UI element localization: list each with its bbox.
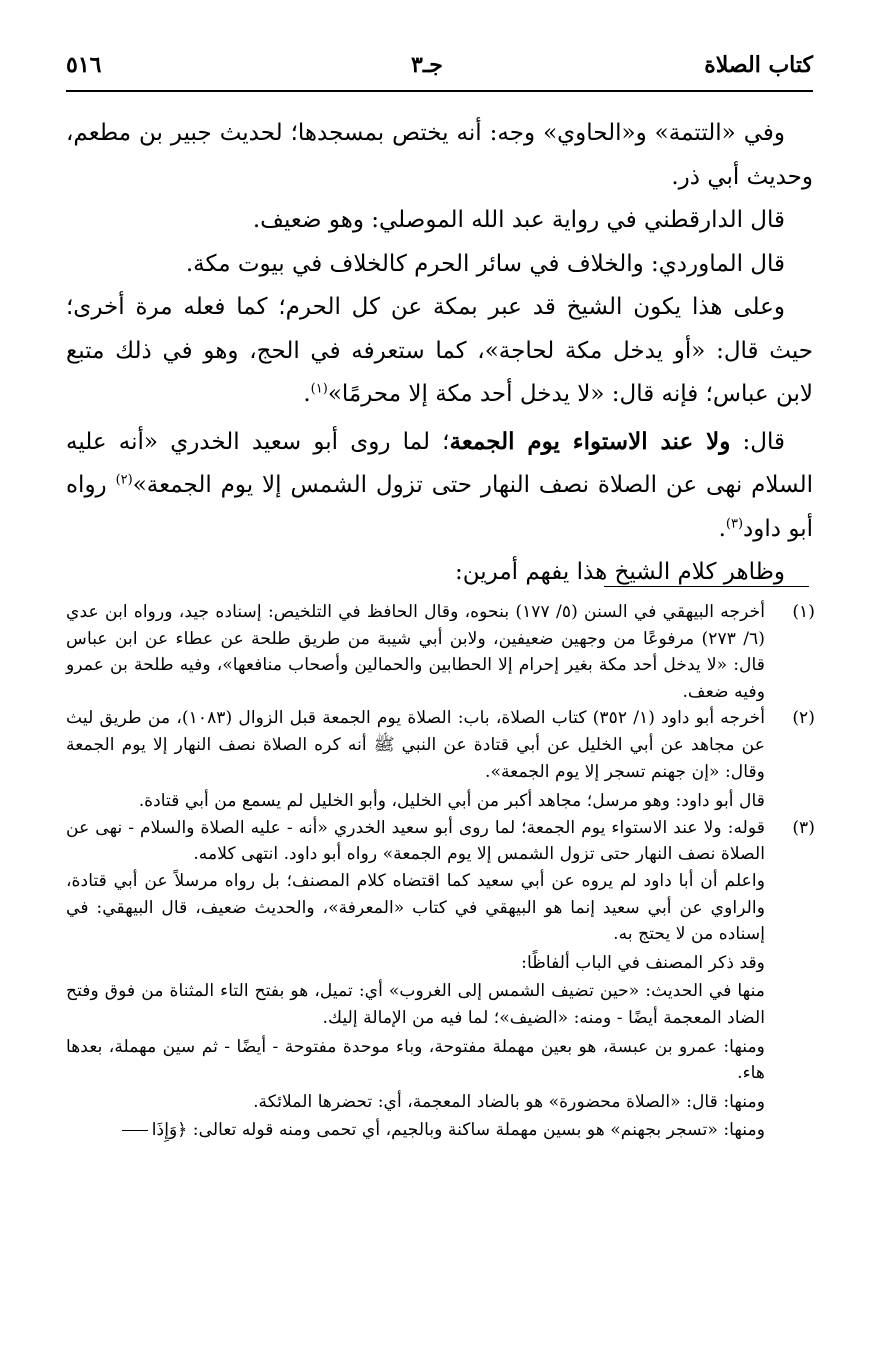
footnote-para: ومنها: عمرو بن عبسة، هو بعين مهملة مفتوحة، وباء موحدة مفتوحة - أيضًا - ثم سين مهملة، بعدها هاء.	[66, 1036, 765, 1084]
paragraph: وظاهر كلام الشيخ هذا يفهم أمرين:	[454, 559, 785, 585]
paragraph-end: .	[718, 515, 726, 542]
paragraph-text: رواه أبو داود	[66, 472, 813, 542]
footnote-ref[interactable]: (٣)	[725, 515, 744, 531]
footnote-para: واعلم أن أبا داود لم يروه عن أبي سعيد كما اقتضاه كلام المصنف؛ بل رواه مرسلاً عن أبي قتادة، والراوي عن أبي سعيد إنما هو البيهقي في كتاب «المعرفة»، والحديث ضعيف، قال البيهقي: في إسناده من لا يحتج به.	[66, 870, 765, 945]
continuation-mark	[122, 1130, 148, 1131]
footnote	[66, 705, 815, 814]
page-number: ٥١٦	[66, 52, 102, 78]
footnote-text: قوله: ولا عند الاستواء يوم الجمعة؛ لما روى أبو سعيد الخدري «أنه - عليه الصلاة والسلام - نهى عن الصلاة نصف النهار حتى تزول الشمس إلا يوم الجمعة» رواه أبو داود. انتهى كلامه.	[66, 817, 765, 865]
footnote-line: ومنها: «تسجر بجهنم» هو بسين مهملة ساكنة وبالجيم، أي تحمى ومنه قوله تعالى: ﴿وَإِذَا	[151, 1120, 765, 1141]
footnote-para: أخرجه أبو داود (١/ ٣٥٢) كتاب الصلاة، باب: الصلاة يوم الجمعة قبل الزوال (١٠٨٣)، من طريق ليث عن مجاهد عن أبي الخليل عن أبي قتادة عن النبي ﷺ أنه كره الصلاة نصف النهار إلا يوم الجمعة وقال: «إن جهنم تسجر إلا يوم الجمعة».	[66, 708, 766, 782]
main-text	[66, 112, 813, 595]
footnote-para: ومنها: قال: «الصلاة محضورة» هو بالضاد المعجمة، أي: تحضرها الملائكة.	[253, 1091, 765, 1112]
footnote	[66, 599, 815, 705]
paragraph-end: .	[303, 381, 311, 407]
footnote-text: أخرجه البيهقي في السنن (٥/ ١٧٧) بنحوه، وقال الحافظ في التلخيص: إسناده جيد، ورواه ابن عدي (٦/ ٢٧٣) مرفوعًا من وجهين ضعيفين، ولابن أبي شيبة من طريق طلحة عن عطاء عن ابن عباس قال: «لا يدخل أحد مكة بغير إحرام إلا الحطابين والحمالين وأصحاب منافعها»، وفيه طلحة بن عمرو وفيه ضعف.	[66, 602, 765, 702]
header-rule	[66, 90, 813, 92]
paragraph: قال الدارقطني في رواية عبد الله الموصلي: وهو ضعيف.	[252, 207, 785, 233]
footnote-number: (٣)	[792, 817, 815, 838]
running-header	[66, 52, 813, 84]
footnote-para: قال أبو داود: وهو مرسل؛ مجاهد أكبر من أبي الخليل، وأبو الخليل لم يسمع من أبي قتادة.	[138, 791, 765, 812]
footnote	[66, 815, 815, 868]
footnote-number: (١)	[792, 602, 815, 622]
paragraph	[66, 420, 813, 552]
footnotes	[66, 599, 815, 1146]
footnote-para: وقد ذكر المصنف في الباب ألفاظًا:	[521, 952, 765, 973]
paragraph-lead: قال:	[730, 428, 785, 455]
footnote-ref[interactable]: (١)	[310, 381, 328, 397]
footnote-para: منها في الحديث: «حين تضيف الشمس إلى الغروب» أي: تميل، هو بفتح التاء المثناة من فوق وفتح الضاد المعجمة أيضًا - ومنه: «الضيف»؛ لما فيه من الإمالة إليك.	[66, 981, 765, 1028]
paragraph	[66, 286, 813, 417]
footnote-separator	[604, 586, 809, 587]
footnote-text	[66, 705, 765, 814]
paragraph: قال الماوردي: والخلاف في سائر الحرم كالخلاف في بيوت مكة.	[185, 250, 785, 277]
footnote-para	[66, 1117, 765, 1144]
volume-label: جـ٣	[411, 52, 443, 78]
footnote-number: (٢)	[792, 708, 815, 729]
paragraph-text: ؛ لما روى أبو سعيد الخدري «أنه عليه السلام نهى عن الصلاة نصف النهار حتى تزول الشمس إلا يوم الجمعة»	[66, 428, 813, 498]
book-title: كتاب الصلاة	[704, 52, 813, 78]
footnote-continuation	[66, 868, 815, 1144]
footnote-ref[interactable]: (٢)	[115, 472, 133, 488]
paragraph: وفي «التتمة» و«الحاوي» وجه: أنه يختص بمسجدها؛ لحديث جبير بن مطعم، وحديث أبي ذر.	[66, 120, 813, 190]
paragraph-text: وعلى هذا يكون الشيخ قد عبر بمكة عن كل الحرم؛ كما فعله مرة أخرى؛ حيث قال: «أو يدخل مكة لحاجة»، كما ستعرفه في الحج، وهو في ذلك متبع لابن عباس؛ فإنه قال: «لا يدخل أحد مكة إلا محرمًا»	[66, 294, 813, 407]
matn-quote: ولا عند الاستواء يوم الجمعة	[449, 427, 731, 455]
